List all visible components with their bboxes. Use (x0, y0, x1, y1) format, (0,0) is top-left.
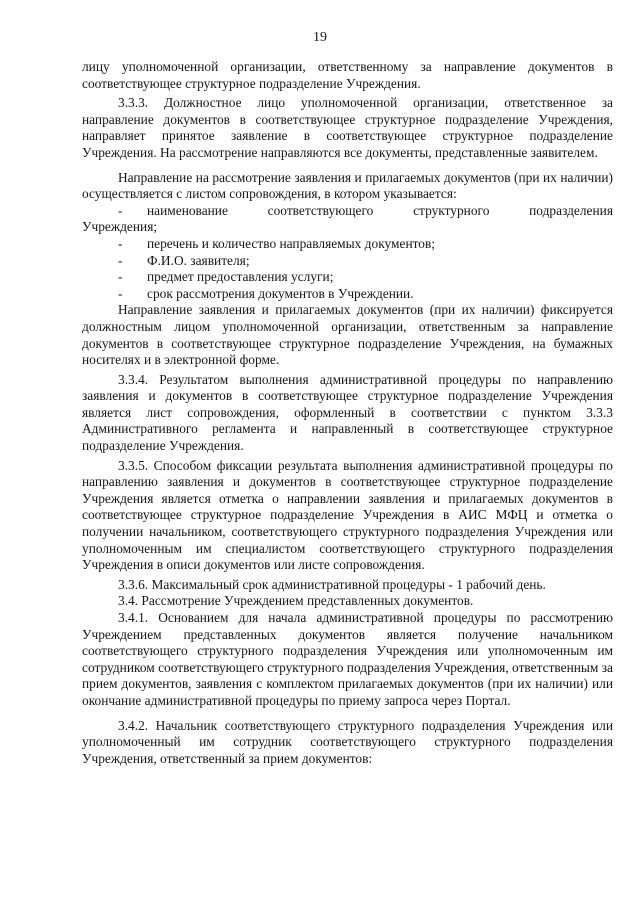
paragraph-fixation: Направление заявления и прилагаемых документов (при их наличии) фиксируется должностным лицом уполномоченной организации, ответственным за направление документов в соответствующее структурное подразделение Учреждения, на бумажных носителях и в электронной форме. (82, 302, 613, 368)
document-body (82, 59, 613, 767)
list-item-text: предмет предоставления услуги; (147, 269, 334, 285)
paragraph-3-4-2: 3.4.2. Начальник соответствующего структурного подразделения Учреждения или уполномоченный им сотрудник соответствующего структурного подразделения Учреждения, ответственный за прием документов: (82, 717, 613, 766)
list-item (82, 236, 613, 253)
list-item-text: наименование соответствующего структурного подразделения (147, 202, 613, 218)
list-item (82, 253, 613, 270)
list-dash: - (118, 202, 123, 218)
paragraph-continuation: лицу уполномоченной организации, ответственному за направление документов в соответствующее структурное подразделение Учреждения. (82, 59, 613, 91)
list-item-text: Ф.И.О. заявителя; (147, 252, 250, 268)
paragraph-3-3-4: 3.3.4. Результатом выполнения административной процедуры по направлению заявления и документов в соответствующее структурное подразделение Учреждения является лист сопровождения, оформленный в соответствии с пунктом 3.3.3 Административного регламента и направленный в соответствующее структурное подразделение Учреждения. (82, 371, 613, 454)
list-dash: - (118, 235, 123, 251)
list-item (82, 286, 613, 303)
paragraph-list-intro: Направление на рассмотрение заявления и прилагаемых документов (при их наличии) осуществляется с листом сопровождения, в котором указывается: (82, 169, 613, 202)
page-number: 19 (313, 30, 327, 45)
list-item-text: срок рассмотрения документов в Учреждении. (147, 285, 414, 301)
paragraph-3-4-1: 3.4.1. Основанием для начала административной процедуры по рассмотрению Учреждением представленных документов является получение начальником соответствующего структурного подразделения Учреждения или уполномоченным им сотрудником соответствующего структурного подразделения Учреждения, ответственным за прием документов, заявления с комплектом прилагаемых документов (при их наличии) или окончание административной процедуры по приему запроса через Портал. (82, 610, 613, 708)
list-item (82, 269, 613, 286)
list-item (82, 203, 613, 220)
list-item-text: перечень и количество направляемых документов; (147, 235, 436, 251)
list-dash: - (118, 285, 123, 301)
paragraph-3-3-5: 3.3.5. Способом фиксации результата выполнения административной процедуры по направлению заявления и документов в соответствующее структурное подразделение Учреждения является отметка о направлении заявления и прилагаемых документов в соответствующее структурное подразделение Учреждения в АИС МФЦ и отметка о получении начальником, соответствующего структурного подразделения Учреждения или уполномоченным им специалистом соответствующего структурного подразделения Учреждения в описи документов или листе сопровождения. (82, 457, 613, 573)
paragraph-3-4: 3.4. Рассмотрение Учреждением представленных документов. (118, 593, 474, 609)
paragraph-3-3-3: 3.3.3. Должностное лицо уполномоченной организации, ответственное за направление документов в соответствующее структурное подразделение Учреждения, направляет принятое заявление в соответствующее структурное подразделение Учреждения. На рассмотрение направляются все документы, представленные заявителем. (82, 95, 613, 160)
list-item-continuation: Учреждения; (82, 219, 158, 235)
paragraph-3-3-6: 3.3.6. Максимальный срок административной процедуры - 1 рабочий день. (118, 576, 546, 592)
list-dash: - (118, 269, 123, 285)
list-dash: - (118, 252, 123, 268)
